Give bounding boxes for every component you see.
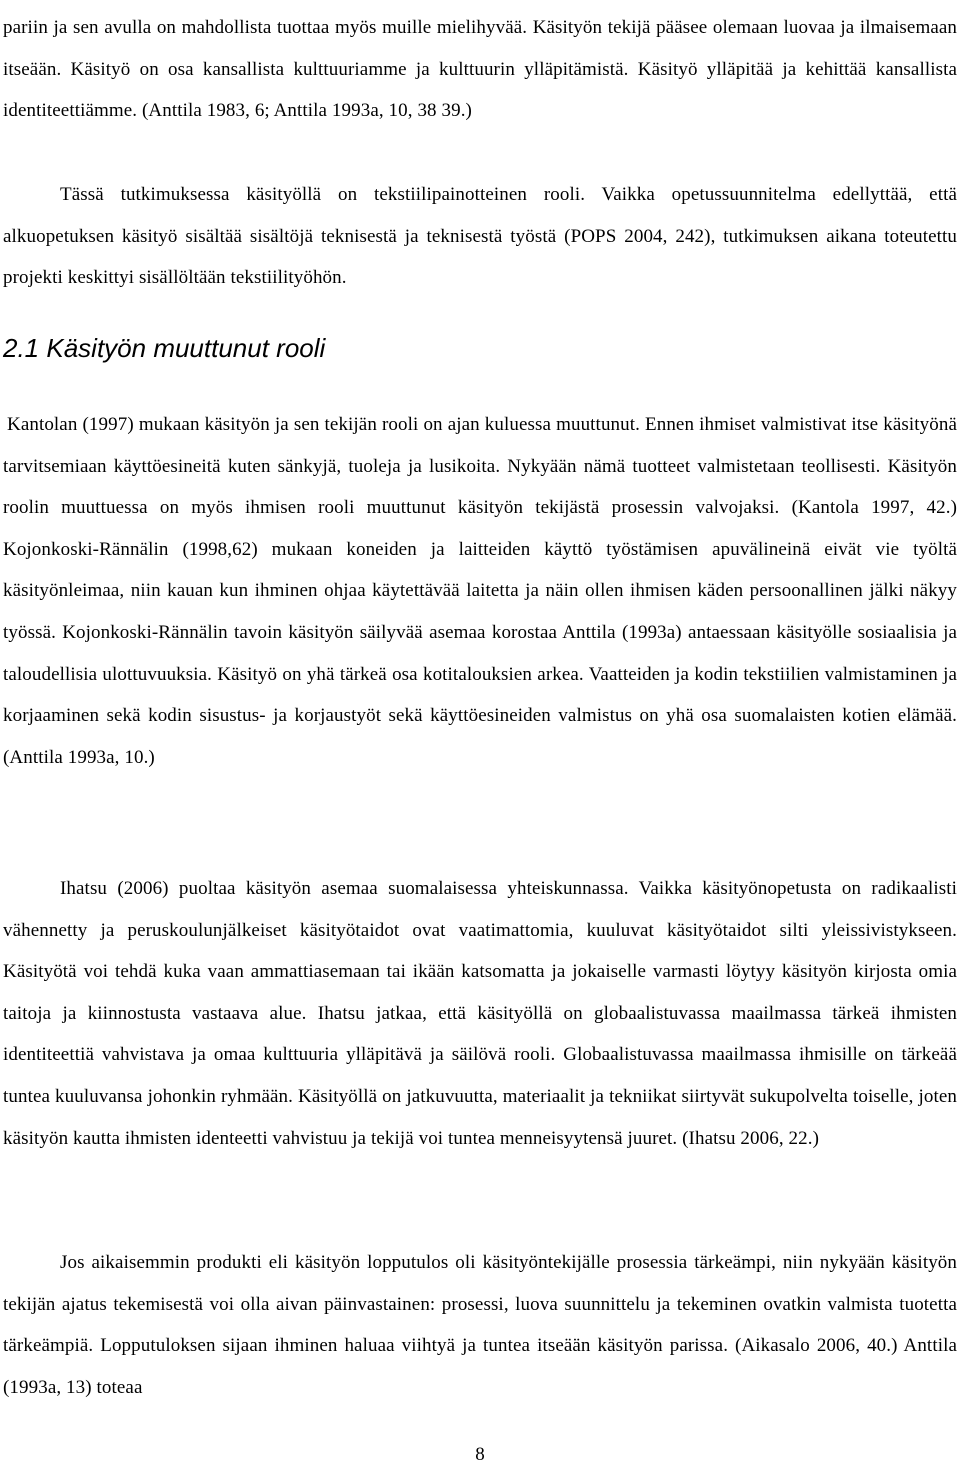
paragraph-tutkimus: Tässä tutkimuksessa käsityöllä on tekstiilipainotteinen rooli. Vaikka opetussuunnitelma edellyttää, että alkuopetuksen käsityö sisältää sisältöjä teknisestä ja teknisestä työstä (POPS 2004, 242), tutkimuksen aikana toteutettu projekti keskittyi sisällöltään tekstiilityöhön. [3,184,957,289]
section-heading: 2.1 Käsityön muuttunut rooli [3,333,326,363]
paragraph-jos: Jos aikaisemmin produkti eli käsityön lopputulos oli käsityöntekijälle prosessia tärkeämpi, niin nykyään käsityön tekijän ajatus tekemisestä voi olla aivan päinvastainen: prosessi, luova suunnittelu ja tekeminen ovatkin valmista tuotetta tärkeämpiä. Lopputuloksen sijaan ihminen haluaa viihtyä ja tuntea itseään käsityön parissa. (Aikasalo 2006, 40.) Anttila (1993a, 13) toteaa [3,1252,957,1398]
page-number: 8 [475,1444,485,1465]
paragraph-intro: pariin ja sen avulla on mahdollista tuottaa myös muille mielihyvää. Käsityön tekijä pääsee olemaan luovaa ja ilmaisemaan itseään. Käsityö on osa kansallista kulttuuriamme ja kulttuurin ylläpitämistä. Käsityö ylläpitää ja kehittää kansallista identiteettiämme. (Anttila 1983, 6; Anttila 1993a, 10, 38 39.) [3,17,957,122]
paragraph-ihatsu: Ihatsu (2006) puoltaa käsityön asemaa suomalaisessa yhteiskunnassa. Vaikka käsityönopetusta on radikaalisti vähennetty ja peruskoulunjälkeiset käsityötaidot ovat vaatimattomia, kuuluvat käsityötaidot silti yleissivistykseen. Käsityötä voi tehdä kuka vaan ammattiasemaan tai ikään katsomatta ja jokaiselle varmasti löytyy käsityön kirjosta omia taitoja ja kiinnostusta vastaava alue. Ihatsu jatkaa, että käsityöllä on globaalistuvassa maailmassa tärkeä ihmisten identiteettiä vahvistava ja omaa kulttuuria ylläpitävä ja säilövä rooli. Globaalistuvassa maailmassa ihmisille on tärkeää tuntea kuuluvansa johonkin ryhmään. Käsityöllä on jatkuvuutta, materiaalit ja tekniikat siirtyvät sukupolvelta toiselle, joten käsityön kautta ihmisten identeetti vahvistuu ja tekijä voi tuntea menneisyytensä juuret. (Ihatsu 2006, 22.) [3,878,957,1149]
paragraph-kantola: Kantolan (1997) mukaan käsityön ja sen tekijän rooli on ajan kuluessa muuttunut. Ennen ihmiset valmistivat itse käsityönä tarvitsemiaan käyttöesineitä kuten sänkyjä, tuoleja ja lusikoita. Nykyään nämä tuotteet valmistetaan teollisesti. Käsityön roolin muuttuessa on myös ihmisen rooli muuttunut käsityön tekijästä prosessin valvojaksi. (Kantola 1997, 42.) Kojonkoski-Rännälin (1998,62) mukaan koneiden ja laitteiden käyttö työstämisen apuvälineinä eivät vie työltä käsityönleimaa, niin kauan kun ihminen ohjaa käytettävää laitetta ja näin ollen ihmisen käden persoonallinen jälki näkyy työssä. Kojonkoski-Rännälin tavoin käsityön säilyvää asemaa korostaa Anttila (1993a) antaessaan käsityölle sosiaalisia ja taloudellisia ulottuvuuksia. Käsityö on yhä tärkeä osa kotitalouksien arkea. Vaatteiden ja kodin tekstiilien valmistaminen ja korjaaminen sekä kodin sisustus- ja korjaustyöt sekä käyttöesineiden valmistus on yhä osa suomalaisten kotien elämää. (Anttila 1993a, 10.) [3,414,957,768]
